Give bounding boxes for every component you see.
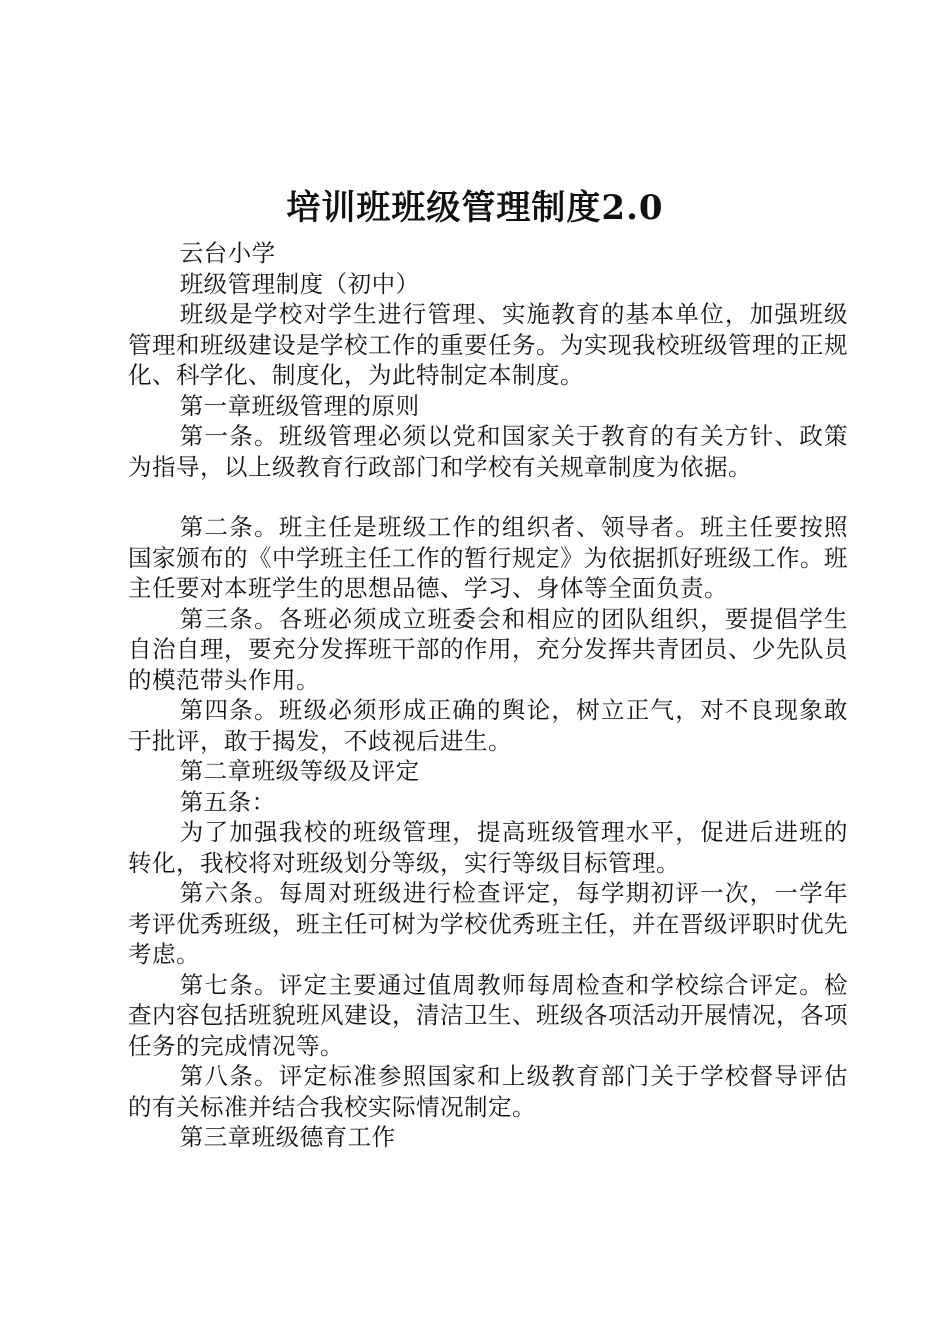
intro-paragraph: 班级是学校对学生进行管理、实施教育的基本单位，加强班级管理和班级建设是学校工作的重要任务。为实现我校班级管理的正规化、科学化、制度化，为此特制定本制度。 [128, 300, 848, 389]
article-2: 第二条。班主任是班级工作的组织者、领导者。班主任要按照国家颁布的《中学班主任工作的暂行规定》为依据抓好班级工作。班主任要对本班学生的思想品德、学习、身体等全面负责。 [128, 513, 848, 602]
article-5-heading: 第五条： [179, 787, 276, 816]
chapter-3-heading: 第三章班级德育工作 [179, 1123, 396, 1151]
article-7: 第七条。评定主要通过值周教师每周检查和学校综合评定。检查内容包括班貌班风建设，清洁卫生、班级各项活动开展情况，各项任务的完成情况等。 [128, 970, 848, 1060]
article-3: 第三条。各班必须成立班委会和相应的团队组织，要提倡学生自治自理，要充分发挥班干部的作用，充分发挥共青团员、少先队员的模范带头作用。 [128, 604, 848, 694]
article-8: 第八条。评定标准参照国家和上级教育部门关于学校督导评估的有关标准并结合我校实际情况制定。 [128, 1062, 848, 1121]
article-6: 第六条。每周对班级进行检查评定，每学期初评一次，一学年考评优秀班级，班主任可树为学校优秀班主任，并在晋级评职时优先考虑。 [128, 879, 848, 968]
school-name: 云台小学 [179, 239, 276, 267]
document-subtitle: 班级管理制度（初中） [179, 269, 420, 298]
document-title: 培训班班级管理制度2.0 [286, 188, 664, 228]
article-4: 第四条。班级必须形成正确的舆论，树立正气，对不良现象敢于批评，敢于揭发，不歧视后进生。 [128, 696, 848, 755]
article-5-body: 为了加强我校的班级管理，提高班级管理水平，促进后进班的转化，我校将对班级划分等级，实行等级目标管理。 [128, 818, 848, 877]
chapter-1-heading: 第一章班级管理的原则 [179, 391, 420, 420]
article-1: 第一条。班级管理必须以党和国家关于教育的有关方针、政策为指导，以上级教育行政部门和学校有关规章制度为依据。 [128, 422, 848, 481]
document-body [128, 238, 848, 1153]
chapter-2-heading: 第二章班级等级及评定 [179, 757, 420, 785]
